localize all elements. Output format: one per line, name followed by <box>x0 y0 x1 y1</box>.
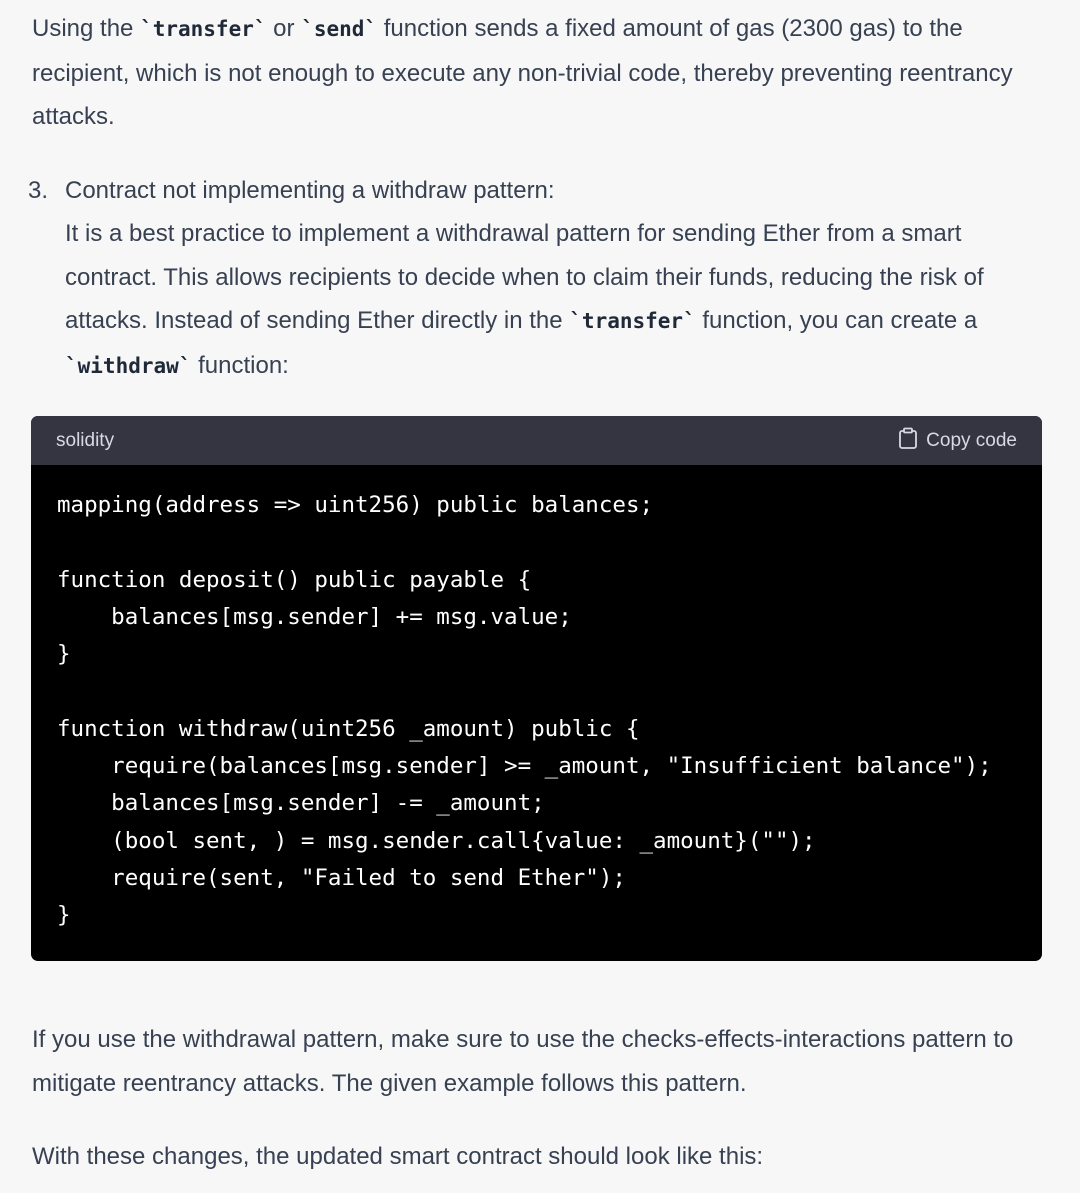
text: function sends a fixed amount of gas (2300 gas) to the recipient, which is not enough to execute any non-trivial code, thereby preventing reentrancy attacks. <box>32 15 1013 130</box>
paragraph-transfer-send <box>32 7 1042 139</box>
list-number: 3. <box>28 177 49 204</box>
text: function: <box>191 351 289 379</box>
paragraph-withdrawal-pattern: If you use the withdrawal pattern, make sure to use the checks-effects-interactions pattern to mitigate reentrancy attacks. The given example follows this pattern. <box>32 1026 1014 1097</box>
code-content: mapping(address => uint256) public balances; function deposit() public payable { balances[msg.sender] += msg.value; } function withdraw(uint256 _amount) public { require(balances[msg.sender] >= _amount, "Insufficient balance"); balances[msg.sender] -= _amount; (bool sent, ) = msg.sender.call{value: _amount}(""); require(sent, "Failed to send Ether"); } <box>57 492 992 929</box>
code-block <box>31 416 1042 961</box>
inline-code-transfer: `transfer` <box>569 309 696 333</box>
clipboard-icon <box>898 427 918 455</box>
list-item-body <box>65 212 1045 388</box>
paragraph-updated-contract: With these changes, the updated smart contract should look like this: <box>32 1143 764 1170</box>
inline-code-send: `send` <box>301 17 378 41</box>
inline-code-withdraw: `withdraw` <box>65 353 192 378</box>
text: Using the <box>32 15 141 42</box>
inline-code-transfer: `transfer` <box>140 17 267 41</box>
text: or <box>266 15 302 42</box>
text: function, you can create a <box>695 307 978 334</box>
copy-code-button[interactable] <box>898 427 1017 455</box>
copy-code-label: Copy code <box>926 429 1017 451</box>
code-language-label: solidity <box>56 429 115 451</box>
list-item-title: Contract not implementing a withdraw pattern: <box>65 177 555 204</box>
text: It is a best practice to implement a withdrawal pattern for sending Ether from a smart contract. This allows recipients to decide when to claim their funds, reducing the risk of attacks. Instead of sending Ether directly in the <box>65 220 984 334</box>
code-block-header <box>31 416 1042 465</box>
